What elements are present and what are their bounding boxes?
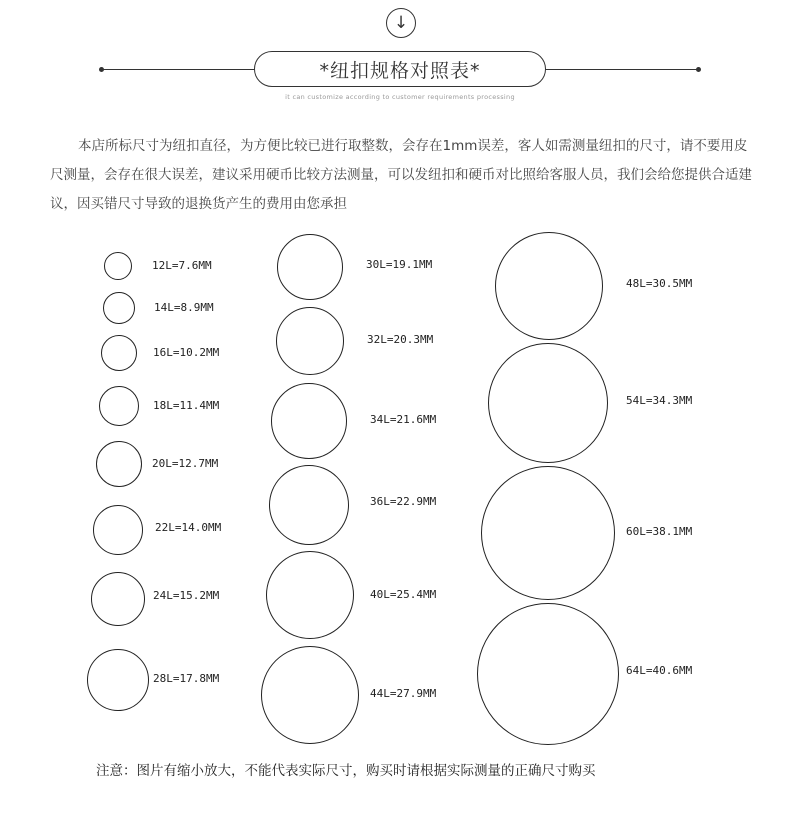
size-circle (91, 572, 145, 626)
size-circle (103, 292, 135, 324)
size-label: 22L=14.0MM (155, 521, 222, 534)
size-circle (101, 335, 137, 371)
size-label: 18L=11.4MM (153, 399, 220, 412)
size-circle (277, 234, 343, 300)
size-circle (276, 307, 344, 375)
size-label: 60L=38.1MM (626, 525, 693, 538)
size-circle (99, 386, 139, 426)
size-label: 44L=27.9MM (370, 687, 437, 700)
rule-right-line (545, 69, 699, 70)
size-label: 16L=10.2MM (153, 346, 220, 359)
size-label: 24L=15.2MM (153, 589, 220, 602)
size-circle (481, 466, 615, 600)
page-subtitle: it can customize according to customer requirements processing (285, 93, 515, 101)
intro-paragraph: 本店所标尺寸为纽扣直径，为方便比较已进行取整数，会存在1mm误差，客人如需测量纽扣的尺寸，请不要用皮尺测量，会存在很大误差，建议采用硬币比较方法测量，可以发纽扣和硬币对比照给客服人员，我们会给您提供合适建议，因买错尺寸导致的退换货产生的费用由您承担 (50, 138, 752, 212)
size-circle (261, 646, 359, 744)
size-label: 54L=34.3MM (626, 394, 693, 407)
size-circle (93, 505, 143, 555)
rule-left-line (101, 69, 255, 70)
size-circle (269, 465, 349, 545)
size-label: 36L=22.9MM (370, 495, 437, 508)
rule-right-dot (696, 67, 701, 72)
page-title: *纽扣规格对照表* (254, 51, 546, 87)
size-circle (477, 603, 619, 745)
size-circle (266, 551, 354, 639)
size-circle (96, 441, 142, 487)
size-label: 20L=12.7MM (152, 457, 219, 470)
size-label: 64L=40.6MM (626, 664, 693, 677)
size-circle (271, 383, 347, 459)
size-circle (104, 252, 132, 280)
disclaimer-note: 注意：图片有缩小放大，不能代表实际尺寸，购买时请根据实际测量的正确尺寸购买 (96, 763, 596, 779)
size-label: 14L=8.9MM (154, 301, 214, 314)
down-arrow-icon: ↓ (386, 8, 416, 38)
size-label: 12L=7.6MM (152, 259, 212, 272)
size-label: 32L=20.3MM (367, 333, 434, 346)
size-label: 30L=19.1MM (366, 258, 433, 271)
size-circle (495, 232, 603, 340)
size-label: 34L=21.6MM (370, 413, 437, 426)
size-circle (87, 649, 149, 711)
size-label: 40L=25.4MM (370, 588, 437, 601)
size-label: 48L=30.5MM (626, 277, 693, 290)
size-circle (488, 343, 608, 463)
size-label: 28L=17.8MM (153, 672, 220, 685)
